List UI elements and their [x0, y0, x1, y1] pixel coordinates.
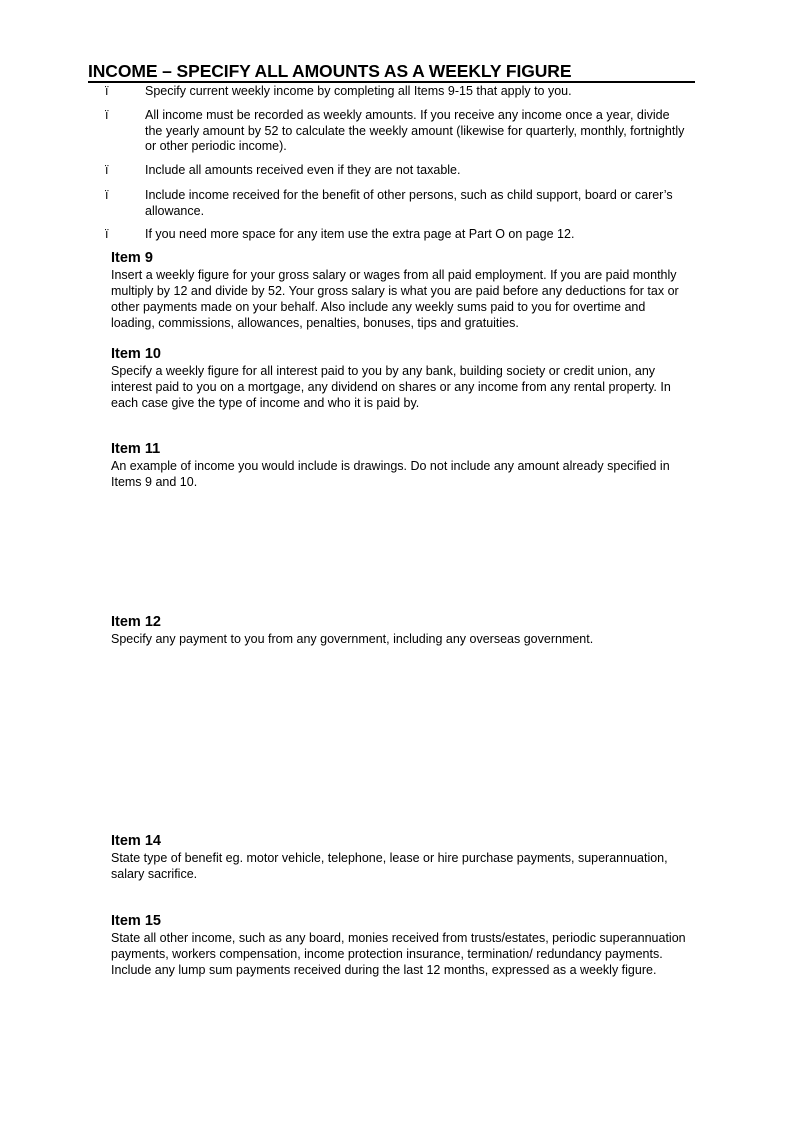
bullet-mark: ï [105, 227, 109, 241]
bullet-text: Include income received for the benefit of other persons, such as child support, board or carer’s allowance. [145, 188, 673, 218]
item-9-section [111, 250, 691, 331]
bullet-text: Include all amounts received even if they are not taxable. [145, 163, 461, 177]
bullet-text: Specify current weekly income by completing all Items 9-15 that apply to you. [145, 84, 572, 98]
item-description: Specify a weekly figure for all interest paid to you by any bank, building society or credit union, any interest paid to you on a mortgage, any dividend on shares or any income from any rental property. In each case give the type of income and who it is paid by. [111, 364, 671, 410]
item-heading: Item 10 [111, 346, 161, 362]
bullet-text: If you need more space for any item use the extra page at Part O on page 12. [145, 227, 575, 241]
bullet-text: All income must be recorded as weekly amounts. If you receive any income once a year, divide the yearly amount by 52 to calculate the weekly amount (likewise for quarterly, monthly, fortnightly or other periodic income). [145, 108, 685, 153]
section-title: INCOME – SPECIFY ALL AMOUNTS AS A WEEKLY FIGURE [88, 61, 695, 83]
item-10-section [111, 346, 691, 411]
item-heading: Item 9 [111, 250, 153, 266]
item-15-section [111, 913, 691, 978]
item-description: State type of benefit eg. motor vehicle, telephone, lease or hire purchase payments, superannuation, salary sacrifice. [111, 851, 668, 881]
item-description: State all other income, such as any board, monies received from trusts/estates, periodic superannuation payments, workers compensation, income protection insurance, termination/ redundancy payments. Include any lump sum payments received during the last 12 months, expressed as a weekly figure. [111, 931, 686, 977]
item-description: Specify any payment to you from any government, including any overseas government. [111, 632, 594, 646]
item-11-section [111, 441, 691, 490]
bullet-mark: ï [105, 84, 109, 98]
item-14-section [111, 833, 691, 882]
item-description: An example of income you would include is drawings. Do not include any amount already specified in Items 9 and 10. [111, 459, 670, 489]
item-description: Insert a weekly figure for your gross salary or wages from all paid employment. If you are paid monthly multiply by 12 and divide by 52. Your gross salary is what you are paid before any deductions for tax or other payments made on your behalf. Also include any weekly sums paid to you for overtime and loading, commissions, allowances, penalties, bonuses, tips and gratuities. [111, 268, 679, 330]
item-heading: Item 15 [111, 913, 161, 929]
item-heading: Item 14 [111, 833, 161, 849]
bullet-mark: ï [105, 188, 109, 202]
bullet-mark: ï [105, 163, 109, 177]
bullet-mark: ï [105, 108, 109, 122]
item-12-section [111, 614, 691, 647]
item-heading: Item 12 [111, 614, 161, 630]
item-heading: Item 11 [111, 441, 161, 457]
